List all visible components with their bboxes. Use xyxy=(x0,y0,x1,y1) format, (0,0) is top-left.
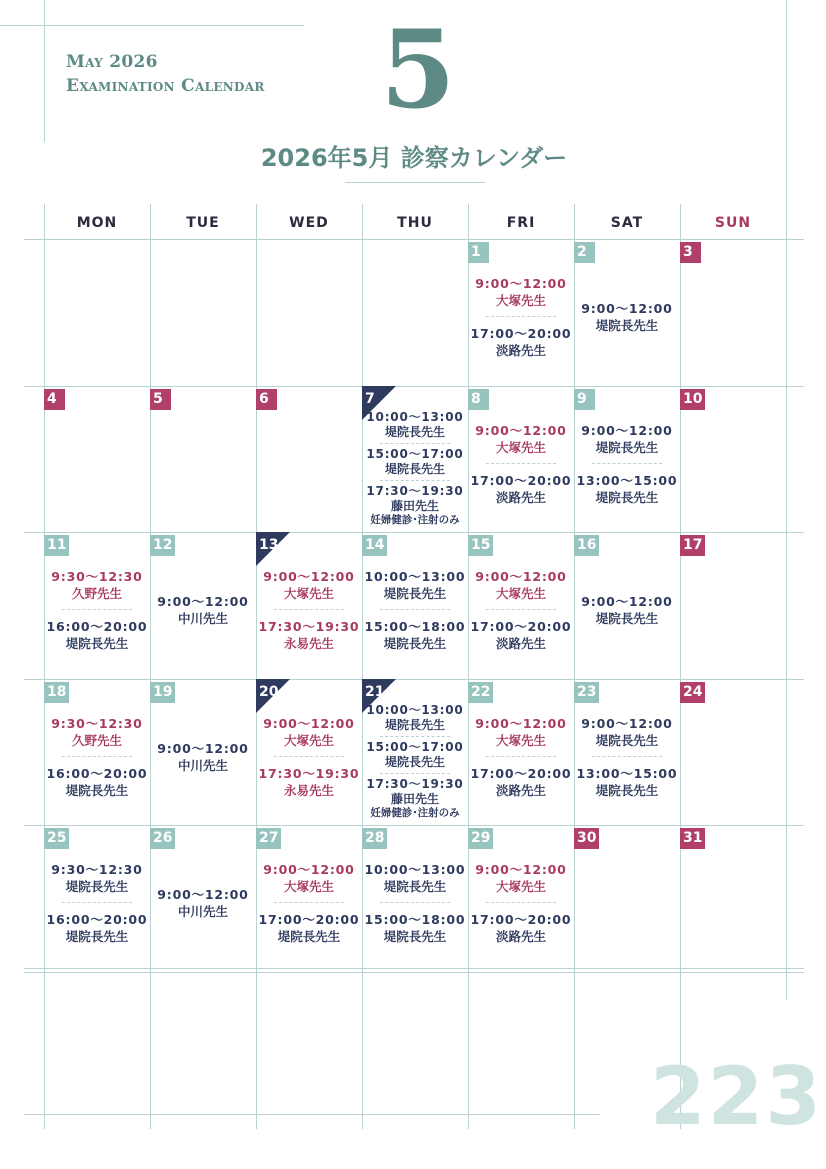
day-number: 16 xyxy=(574,535,599,556)
entry-time: 9:30〜12:30 xyxy=(51,862,143,878)
schedule-list xyxy=(44,679,150,826)
entry-doctor: 堤院長先生 xyxy=(595,439,659,455)
day-cell xyxy=(574,239,680,386)
day-number: 27 xyxy=(256,828,281,849)
day-cell xyxy=(256,532,362,679)
day-cell xyxy=(44,386,150,533)
entry-doctor: 堤院長先生 xyxy=(65,879,129,895)
divider xyxy=(592,463,662,464)
schedule-entry xyxy=(366,447,463,477)
day-cell xyxy=(150,532,256,679)
entry-time: 9:30〜12:30 xyxy=(51,569,143,585)
schedule-entry xyxy=(157,593,248,627)
schedule-entry xyxy=(581,300,672,334)
weekday-header xyxy=(44,204,786,239)
entry-time: 9:00〜12:00 xyxy=(157,887,249,903)
week-row xyxy=(44,532,786,679)
entry-doctor: 藤田先生 xyxy=(390,792,439,807)
schedule-entry xyxy=(471,765,572,799)
entry-doctor: 淡路先生 xyxy=(495,489,546,505)
schedule-list xyxy=(362,532,468,679)
day-cell xyxy=(468,386,574,533)
day-cell xyxy=(574,679,680,826)
entry-time: 10:00〜13:00 xyxy=(364,569,466,585)
entry-doctor: 堤院長先生 xyxy=(595,782,659,798)
entry-time: 17:00〜20:00 xyxy=(470,912,572,928)
entry-doctor: 堤院長先生 xyxy=(65,782,129,798)
day-cell xyxy=(468,239,574,386)
entry-time: 16:00〜20:00 xyxy=(46,765,148,781)
schedule-entry xyxy=(366,410,463,440)
divider xyxy=(380,736,450,737)
schedule-entry xyxy=(475,715,566,749)
day-number: 4 xyxy=(44,389,65,410)
schedule-entry xyxy=(51,568,142,602)
day-cell xyxy=(680,679,786,826)
day-number: 8 xyxy=(468,389,489,410)
schedule-entry xyxy=(365,618,466,652)
entry-doctor: 大塚先生 xyxy=(495,439,546,455)
schedule-list xyxy=(150,532,256,679)
entry-time: 16:00〜20:00 xyxy=(46,912,148,928)
day-number: 15 xyxy=(468,535,493,556)
entry-time: 17:00〜20:00 xyxy=(258,912,360,928)
entry-time: 17:00〜20:00 xyxy=(470,619,572,635)
schedule-list xyxy=(362,825,468,972)
schedule-entry xyxy=(259,618,360,652)
divider xyxy=(62,609,132,610)
day-number: 21 xyxy=(365,683,385,700)
day-cell xyxy=(150,825,256,972)
divider xyxy=(62,902,132,903)
divider xyxy=(62,756,132,757)
entry-doctor: 堤院長先生 xyxy=(383,636,447,652)
day-cell xyxy=(256,825,362,972)
day-number: 2 xyxy=(574,242,595,263)
weeks-container xyxy=(44,239,786,1118)
schedule-entry xyxy=(475,568,566,602)
entry-time: 9:00〜12:00 xyxy=(475,422,567,438)
schedule-list xyxy=(468,386,574,533)
day-number: 3 xyxy=(680,242,701,263)
divider xyxy=(380,902,450,903)
day-cell xyxy=(150,386,256,533)
entry-note: 妊婦健診･注射のみ xyxy=(370,807,460,820)
divider xyxy=(486,609,556,610)
schedule-list xyxy=(468,825,574,972)
day-cell xyxy=(256,386,362,533)
entry-time: 9:00〜12:00 xyxy=(475,569,567,585)
day-cell xyxy=(468,825,574,972)
schedule-entry xyxy=(581,715,672,749)
divider xyxy=(380,480,450,481)
divider xyxy=(274,756,344,757)
day-cell xyxy=(256,679,362,826)
entry-time: 15:00〜18:00 xyxy=(364,619,466,635)
entry-time: 9:00〜12:00 xyxy=(581,715,673,731)
schedule-entry xyxy=(259,765,360,799)
divider xyxy=(486,316,556,317)
entry-doctor: 久野先生 xyxy=(71,586,122,602)
weekday-wed: WED xyxy=(289,215,329,231)
day-number: 7 xyxy=(365,390,375,407)
schedule-entry xyxy=(471,325,572,359)
entry-doctor: 淡路先生 xyxy=(495,782,546,798)
schedule-entry xyxy=(47,911,148,945)
day-cell xyxy=(150,679,256,826)
day-number: 17 xyxy=(680,535,705,556)
schedule-entry xyxy=(366,703,463,733)
schedule-entry xyxy=(51,861,142,895)
schedule-list xyxy=(256,679,362,826)
day-cell xyxy=(680,386,786,533)
entry-time: 9:30〜12:30 xyxy=(51,715,143,731)
day-cell xyxy=(680,532,786,679)
entry-doctor: 大塚先生 xyxy=(283,586,334,602)
day-number: 20 xyxy=(259,683,279,700)
week-row xyxy=(44,386,786,533)
header-month-year: May 2026 xyxy=(66,52,158,72)
divider xyxy=(486,902,556,903)
day-cell xyxy=(362,679,468,826)
week-row xyxy=(44,825,786,972)
schedule-entry xyxy=(263,568,354,602)
schedule-entry xyxy=(47,618,148,652)
day-number: 24 xyxy=(680,682,705,703)
entry-doctor: 堤院長先生 xyxy=(383,879,447,895)
day-number: 23 xyxy=(574,682,599,703)
day-cell xyxy=(44,239,150,386)
day-cell xyxy=(44,972,150,1119)
schedule-entry xyxy=(471,618,572,652)
entry-doctor: 堤院長先生 xyxy=(383,586,447,602)
day-cell xyxy=(44,532,150,679)
day-cell xyxy=(362,825,468,972)
entry-time: 15:00〜17:00 xyxy=(366,447,464,462)
schedule-list xyxy=(256,825,362,972)
schedule-list xyxy=(362,679,468,826)
schedule-list xyxy=(256,532,362,679)
entry-time: 15:00〜17:00 xyxy=(366,740,464,755)
schedule-list xyxy=(150,679,256,826)
entry-doctor: 大塚先生 xyxy=(495,586,546,602)
schedule-entry xyxy=(577,765,678,799)
day-number: 25 xyxy=(44,828,69,849)
schedule-list xyxy=(468,239,574,386)
schedule-list xyxy=(468,532,574,679)
divider xyxy=(274,902,344,903)
entry-time: 9:00〜12:00 xyxy=(263,715,355,731)
day-number: 9 xyxy=(574,389,595,410)
day-number: 1 xyxy=(468,242,489,263)
entry-doctor: 淡路先生 xyxy=(495,343,546,359)
schedule-entry xyxy=(157,886,248,920)
day-cell xyxy=(468,679,574,826)
entry-time: 17:00〜20:00 xyxy=(470,765,572,781)
schedule-entry xyxy=(475,422,566,456)
entry-doctor: 堤院長先生 xyxy=(277,929,341,945)
schedule-entry xyxy=(259,911,360,945)
entry-time: 9:00〜12:00 xyxy=(157,740,249,756)
day-number: 18 xyxy=(44,682,69,703)
day-number: 30 xyxy=(574,828,599,849)
header-english xyxy=(66,50,265,98)
entry-doctor: 堤院長先生 xyxy=(384,755,445,770)
schedule-list xyxy=(44,532,150,679)
entry-note: 妊婦健診･注射のみ xyxy=(370,514,460,527)
day-cell xyxy=(574,825,680,972)
day-cell xyxy=(150,972,256,1119)
schedule-entry xyxy=(581,593,672,627)
day-cell xyxy=(44,679,150,826)
schedule-list xyxy=(362,386,468,533)
entry-doctor: 堤院長先生 xyxy=(384,462,445,477)
day-number: 22 xyxy=(468,682,493,703)
entry-time: 17:30〜19:30 xyxy=(258,619,360,635)
day-cell xyxy=(362,532,468,679)
entry-time: 9:00〜12:00 xyxy=(581,422,673,438)
day-number: 26 xyxy=(150,828,175,849)
day-number: 14 xyxy=(362,535,387,556)
entry-doctor: 大塚先生 xyxy=(495,293,546,309)
divider xyxy=(380,773,450,774)
entry-time: 9:00〜12:00 xyxy=(581,594,673,610)
weekday-sun: SUN xyxy=(714,215,752,231)
day-number: 11 xyxy=(44,535,69,556)
entry-time: 17:30〜19:30 xyxy=(366,777,464,792)
divider xyxy=(592,756,662,757)
schedule-entry xyxy=(475,861,566,895)
entry-time: 9:00〜12:00 xyxy=(475,715,567,731)
day-number: 13 xyxy=(259,537,279,553)
entry-doctor: 堤院長先生 xyxy=(384,425,445,440)
schedule-entry xyxy=(471,472,572,506)
day-cell xyxy=(362,972,468,1119)
entry-doctor: 淡路先生 xyxy=(495,636,546,652)
entry-doctor: 永易先生 xyxy=(283,782,334,798)
day-number: 6 xyxy=(256,389,277,410)
entry-doctor: 中川先生 xyxy=(177,757,228,773)
entry-doctor: 堤院長先生 xyxy=(595,611,659,627)
entry-doctor: 堤院長先生 xyxy=(595,489,659,505)
schedule-list xyxy=(574,679,680,826)
schedule-entry xyxy=(471,911,572,945)
entry-doctor: 中川先生 xyxy=(177,611,228,627)
title-underline xyxy=(345,182,485,183)
entry-time: 13:00〜15:00 xyxy=(576,472,678,488)
entry-doctor: 大塚先生 xyxy=(495,732,546,748)
schedule-list xyxy=(574,532,680,679)
entry-doctor: 堤院長先生 xyxy=(595,318,659,334)
weekday-sat: SAT xyxy=(610,215,644,231)
entry-time: 9:00〜12:00 xyxy=(263,862,355,878)
day-number: 5 xyxy=(150,389,171,410)
day-cell xyxy=(574,386,680,533)
entry-time: 9:00〜12:00 xyxy=(157,594,249,610)
schedule-entry xyxy=(47,765,148,799)
day-number: 10 xyxy=(680,389,705,410)
divider xyxy=(486,463,556,464)
schedule-entry xyxy=(366,777,463,820)
entry-doctor: 大塚先生 xyxy=(283,879,334,895)
entry-doctor: 淡路先生 xyxy=(495,929,546,945)
entry-time: 9:00〜12:00 xyxy=(263,569,355,585)
day-number: 31 xyxy=(680,828,705,849)
day-cell xyxy=(468,972,574,1119)
schedule-list xyxy=(574,239,680,386)
divider xyxy=(274,609,344,610)
entry-time: 9:00〜12:00 xyxy=(581,301,673,317)
schedule-entry xyxy=(366,484,463,527)
entry-doctor: 堤院長先生 xyxy=(65,929,129,945)
schedule-entry xyxy=(366,740,463,770)
entry-time: 9:00〜12:00 xyxy=(475,862,567,878)
entry-time: 17:00〜20:00 xyxy=(470,326,572,342)
day-cell xyxy=(44,825,150,972)
divider xyxy=(380,443,450,444)
weekday-tue: TUE xyxy=(186,215,220,231)
schedule-entry xyxy=(577,472,678,506)
schedule-list xyxy=(468,679,574,826)
day-cell xyxy=(680,239,786,386)
entry-time: 17:30〜19:30 xyxy=(258,765,360,781)
entry-doctor: 堤院長先生 xyxy=(595,732,659,748)
schedule-entry xyxy=(365,568,466,602)
day-cell xyxy=(150,239,256,386)
entry-doctor: 大塚先生 xyxy=(495,879,546,895)
day-number: 28 xyxy=(362,828,387,849)
weekday-thu: THU xyxy=(397,215,433,231)
day-cell xyxy=(256,972,362,1119)
entry-time: 10:00〜13:00 xyxy=(366,703,464,718)
entry-doctor: 藤田先生 xyxy=(390,499,439,514)
calendar-grid xyxy=(44,204,786,1118)
day-number: 19 xyxy=(150,682,175,703)
entry-time: 13:00〜15:00 xyxy=(576,765,678,781)
entry-time: 9:00〜12:00 xyxy=(475,276,567,292)
entry-doctor: 永易先生 xyxy=(283,636,334,652)
schedule-entry xyxy=(475,275,566,309)
day-number: 29 xyxy=(468,828,493,849)
day-cell xyxy=(362,239,468,386)
day-cell xyxy=(468,532,574,679)
entry-time: 15:00〜18:00 xyxy=(364,912,466,928)
schedule-entry xyxy=(51,715,142,749)
page-title: 2026年5月 診察カレンダー xyxy=(260,144,568,172)
day-cell xyxy=(362,386,468,533)
entry-time: 16:00〜20:00 xyxy=(46,619,148,635)
entry-time: 10:00〜13:00 xyxy=(366,410,464,425)
schedule-entry xyxy=(263,715,354,749)
day-cell xyxy=(680,825,786,972)
entry-time: 10:00〜13:00 xyxy=(364,862,466,878)
header-subtitle: Examination Calendar xyxy=(66,76,265,96)
schedule-entry xyxy=(263,861,354,895)
entry-doctor: 大塚先生 xyxy=(283,732,334,748)
entry-time: 17:00〜20:00 xyxy=(470,472,572,488)
schedule-entry xyxy=(365,911,466,945)
divider xyxy=(380,609,450,610)
schedule-entry xyxy=(365,861,466,895)
page-number: 223 xyxy=(650,1050,823,1143)
schedule-list xyxy=(150,825,256,972)
day-number: 12 xyxy=(150,535,175,556)
month-number: 5 xyxy=(380,7,456,133)
divider xyxy=(486,756,556,757)
entry-doctor: 堤院長先生 xyxy=(65,636,129,652)
frame-left-top-line xyxy=(44,0,45,142)
schedule-list xyxy=(44,825,150,972)
schedule-entry xyxy=(157,740,248,774)
day-cell xyxy=(256,239,362,386)
entry-time: 17:30〜19:30 xyxy=(366,484,464,499)
week-row xyxy=(44,679,786,826)
entry-doctor: 堤院長先生 xyxy=(383,929,447,945)
weekday-mon: MON xyxy=(76,215,118,231)
day-cell xyxy=(574,532,680,679)
entry-doctor: 久野先生 xyxy=(71,732,122,748)
week-row xyxy=(44,239,786,386)
entry-doctor: 堤院長先生 xyxy=(384,718,445,733)
entry-doctor: 中川先生 xyxy=(177,904,228,920)
frame-top-line xyxy=(0,25,304,26)
schedule-entry xyxy=(581,422,672,456)
weekday-fri: FRI xyxy=(506,215,536,231)
schedule-list xyxy=(574,386,680,533)
